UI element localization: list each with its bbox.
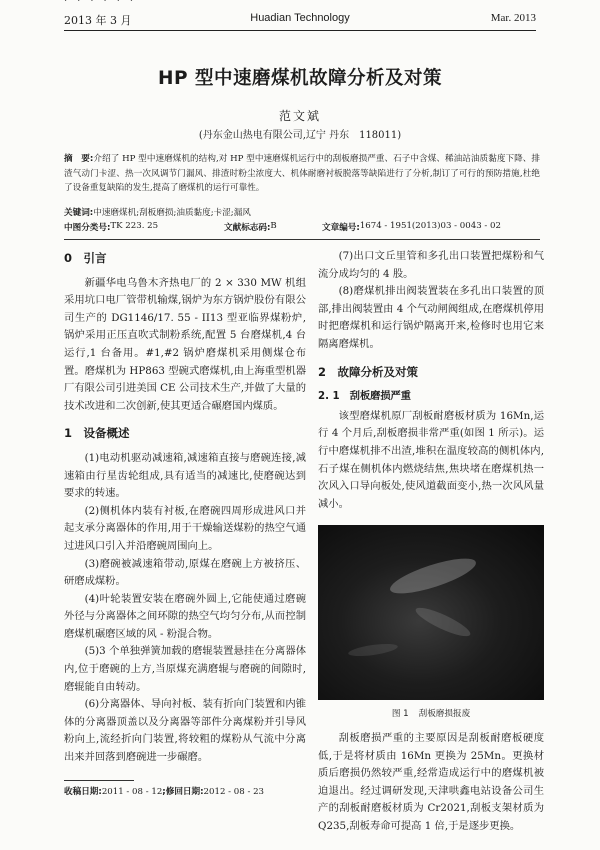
- footnote-dates: 收稿日期:2011 - 08 - 12;修回日期:2012 - 08 - 23: [64, 787, 265, 797]
- article-number: 文章编号: 1674 - 1951(2013)03 - 0043 - 02: [322, 221, 501, 233]
- footnote-divider: [64, 780, 134, 781]
- clc-number: 中图分类号: TK 223. 25: [64, 221, 159, 233]
- top-cropped-strip: [0, 0, 600, 10]
- figure-number: 图 1: [391, 709, 409, 720]
- section-0-paragraph: 新疆华电乌鲁木齐热电厂的 2 × 330 MW 机组采用坑口电厂管带机输煤,锅炉为东方锅炉股份有限公司生产的 DG1146/17. 55 - II13 型亚临界煤粉炉,锅炉采用正压直吹式制粉系统,配置 5 台磨煤机,4 台运行,1 台备用。#1,#2 锅炉磨煤机采用侧煤仓布置。磨煤机为 HP863 型碗式磨煤机,由上海重型机器厂有限公司引进美国 CE 公司技术生产,并做了大量的技术改进和二次创新,使其更适合碾磨国内煤质。: [64, 276, 306, 412]
- author: 范文斌: [278, 109, 321, 123]
- header-date: 2013 年 3 月: [64, 14, 132, 27]
- photo-highlight: [348, 642, 399, 659]
- section-0-title: 0 引言: [64, 251, 107, 265]
- list-item: (2)侧机体内装有衬板,在磨碗四周形成进风口并起支承分离器体的作用,用于干燥输送煤粉的热空气通过进风口引入并沿磨碗周围向上。: [64, 504, 306, 552]
- cropped-text: · · · · · ·: [64, 0, 134, 7]
- right-column: [318, 248, 544, 835]
- abstract-label: 摘 要:: [64, 154, 94, 164]
- abstract-text: 介绍了 HP 型中速磨煤机的结构,对 HP 型中速磨煤机运行中的刮板磨损严重、石子中含煤、稀油站油质黏度下降、排渣气动门卡涩、热一次风调节门漏风、排渣时粉尘浓度大、机体耐磨衬板脱落等缺陷进行了分析,制订了可行的预防措施,杜绝了设备重复缺陷的发生,提高了磨煤机的运行可靠性。: [64, 154, 541, 193]
- list-item: (6)分离器体、导向衬板、装有折向门装置和内锥体的分离器顶盖以及分离器等部件分离煤粉并引导风粉向上,流经折向门装置,将较粗的煤粉从气流中分离出来并回落到磨碗进一步碾磨。: [64, 698, 306, 764]
- list-item: (5)3 个单独弹簧加载的磨辊装置悬挂在分离器体内,位于磨碗的上方,当原煤充满磨辊与磨碗的间隙时,磨辊能自由转动。: [64, 645, 306, 693]
- section-2-1-paragraph-2: 刮板磨损严重的主要原因是刮板耐磨板硬度低,于是将材质由 16Mn 更换为 25Mn。更换材质后磨损仍然较严重,经常造成运行中的磨煤机被迫退出。经过调研发现,天津哄鑫电站设备公司生产的刮板耐磨板材质为 Cr2021,刮板支架材质为 Q235,刮板寿命可提高 1 倍,于是逐步更换。: [318, 731, 544, 832]
- photo-highlight: [413, 603, 473, 641]
- list-item: (1)电动机驱动减速箱,减速箱直接与磨碗连接,减速箱由行星齿轮组成,具有适当的减速比,使磨碗达到要求的转速。: [64, 451, 306, 500]
- list-item: (3)磨碗被减速箱带动,原煤在磨碗上方被挤压、研磨成煤粉。: [64, 557, 306, 588]
- keywords-text: 中速磨煤机;刮板磨损;油质黏度;卡涩;漏风: [93, 208, 251, 218]
- running-header: [64, 11, 536, 31]
- abstract: [64, 152, 540, 196]
- header-divider: [64, 239, 540, 240]
- list-item: (4)叶轮装置安装在磨碗外圆上,它能使通过磨碗外径与分离器体之间环隙的热空气均匀分布,从而控制磨煤机碾磨区域的风 - 粉混合物。: [64, 592, 306, 640]
- figure-caption-text: 刮板磨损报废: [418, 709, 471, 720]
- section-2-title: 2 故障分析及对策: [318, 364, 419, 379]
- photo-highlight: [387, 552, 479, 601]
- left-column: [64, 248, 306, 767]
- keywords: [64, 206, 540, 218]
- document-code: 文献标志码: B: [224, 221, 277, 233]
- affiliation: (丹东金山热电有限公司,辽宁 丹东 118011): [198, 130, 402, 141]
- section-2-1-title: 2. 1 刮板磨损严重: [318, 391, 411, 403]
- article-title: HP 型中速磨煤机故障分析及对策: [158, 68, 442, 89]
- classification-line: [64, 221, 544, 235]
- keywords-label: 关键词:: [64, 208, 94, 218]
- list-item: (7)出口文丘里管和多孔出口装置把煤粉和气流分成均匀的 4 股。: [318, 250, 544, 280]
- header-date-en: Mar. 2013: [490, 12, 536, 24]
- header-journal: Huadian Technology: [250, 12, 350, 24]
- list-item: (8)磨煤机排出阀装置装在多孔出口装置的顶部,排出阀装置由 4 个气动闸阀组成,在磨煤机停用时把磨煤机和运行锅炉隔离开来,检修时也用它来隔离磨煤机。: [318, 285, 544, 350]
- figure-1-caption: [318, 706, 544, 724]
- figure-1-photo: [318, 525, 544, 700]
- section-2-1-paragraph-1: 该型磨煤机原厂刮板耐磨板材质为 16Mn,运行 4 个月后,刮板磨损非常严重(如图 1 所示)。运行中磨煤机排不出渣,堆积在温度较高的侧机体内,石子煤在侧机体内燃烧结焦,焦块堵在磨煤机热一次风入口导向板处,使风道截面变小,热一次风风量减小。: [318, 409, 544, 510]
- section-1-title: 1 设备概述: [64, 426, 130, 441]
